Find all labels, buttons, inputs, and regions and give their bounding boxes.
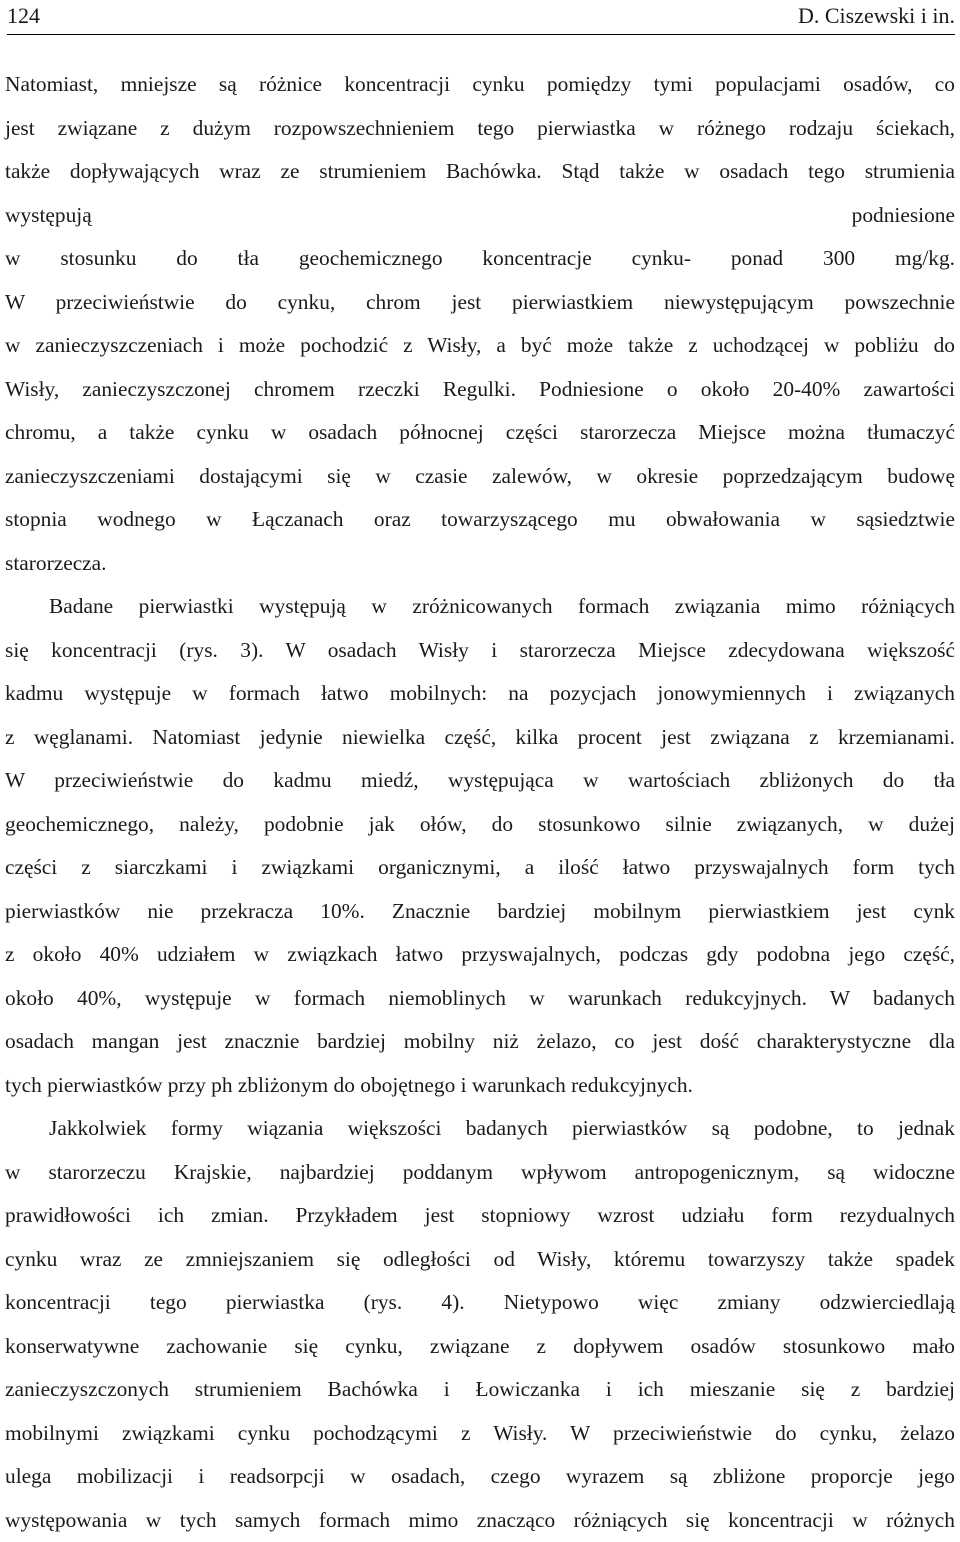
text-line: Badane pierwiastki występują w zróżnicowanych formach związania mimo różniących: [5, 585, 955, 629]
text-line: zanieczyszczeniami dostającymi się w czasie zalewów, w okresie poprzedzającym budowę: [5, 455, 955, 499]
running-header: [7, 0, 955, 35]
text-line: około 40%, występuje w formach niemoblinych w warunkach redukcyjnych. W badanych: [5, 977, 955, 1021]
text-line: z węglanami. Natomiast jedynie niewielka część, kilka procent jest związana z krzemianami.: [5, 716, 955, 760]
text-line: się koncentracji (rys. 3). W osadach Wisły i starorzecza Miejsce zdecydowana większość: [5, 629, 955, 673]
text-line: występują podniesione: [5, 194, 955, 238]
text-line: konserwatywne zachowanie się cynku, związane z dopływem osadów stosunkowo mało: [5, 1325, 955, 1369]
text-line: koncentracji tego pierwiastka (rys. 4). Nietypowo więc zmiany odzwierciedlają: [5, 1281, 955, 1325]
text-line: stopnia wodnego w Łączanach oraz towarzyszącego mu obwałowania w sąsiedztwie: [5, 498, 955, 542]
text-line: ulega mobilizacji i readsorpcji w osadach, czego wyrazem są zbliżone proporcje jego: [5, 1455, 955, 1499]
text-line: części z siarczkami i związkami organicznymi, a ilość łatwo przyswajalnych form tych: [5, 846, 955, 890]
text-line: osadach mangan jest znacznie bardziej mobilny niż żelazo, co jest dość charakterystyczne dla: [5, 1020, 955, 1064]
text-line: w starorzeczu Krajskie, najbardziej poddanym wpływom antropogenicznym, są widoczne: [5, 1151, 955, 1195]
text-line: zanieczyszczonych strumieniem Bachówka i Łowiczanka i ich mieszanie się z bardziej: [5, 1368, 955, 1412]
text-line: prawidłowości ich zmian. Przykładem jest stopniowy wzrost udziału form rezydualnych: [5, 1194, 955, 1238]
running-head-authors: D. Ciszewski i in.: [798, 0, 955, 32]
page-number: 124: [7, 0, 40, 32]
text-line: także dopływających wraz ze strumieniem Bachówka. Stąd także w osadach tego strumienia: [5, 150, 955, 194]
text-line: w stosunku do tła geochemicznego koncentracje cynku- ponad 300 mg/kg.: [5, 237, 955, 281]
text-line: geochemicznego, należy, podobnie jak ołów, do stosunkowo silnie związanych, w dużej: [5, 803, 955, 847]
body-text: [5, 63, 955, 1542]
text-line: chromu, a także cynku w osadach północnej części starorzecza Miejsce można tłumaczyć: [5, 411, 955, 455]
text-line: pierwiastków nie przekracza 10%. Znacznie bardziej mobilnym pierwiastkiem jest cynk: [5, 890, 955, 934]
text-line: Natomiast, mniejsze są różnice koncentracji cynku pomiędzy tymi populacjami osadów, co: [5, 63, 955, 107]
text-line: kadmu występuje w formach łatwo mobilnych: na pozycjach jonowymiennych i związanych: [5, 672, 955, 716]
text-line: jest związane z dużym rozpowszechnieniem tego pierwiastka w różnego rodzaju ściekach,: [5, 107, 955, 151]
text-line: z około 40% udziałem w związkach łatwo przyswajalnych, podczas gdy podobna jego część,: [5, 933, 955, 977]
text-line: starorzecza.: [5, 542, 955, 586]
text-line: występowania w tych samych formach mimo znacząco różniących się koncentracji w różnych: [5, 1499, 955, 1542]
text-line: W przeciwieństwie do kadmu miedź, występująca w wartościach zbliżonych do tła: [5, 759, 955, 803]
text-line: w zanieczyszczeniach i może pochodzić z Wisły, a być może także z uchodzącej w pobliżu do: [5, 324, 955, 368]
text-line: Wisły, zanieczyszczonej chromem rzeczki Regulki. Podniesione o około 20-40% zawartości: [5, 368, 955, 412]
text-line: cynku wraz ze zmniejszaniem się odległości od Wisły, któremu towarzyszy także spadek: [5, 1238, 955, 1282]
text-line: tych pierwiastków przy ph zbliżonym do obojętnego i warunkach redukcyjnych.: [5, 1064, 955, 1108]
text-line: W przeciwieństwie do cynku, chrom jest pierwiastkiem niewystępującym powszechnie: [5, 281, 955, 325]
text-line: mobilnymi związkami cynku pochodzącymi z Wisły. W przeciwieństwie do cynku, żelazo: [5, 1412, 955, 1456]
text-line: Jakkolwiek formy wiązania większości badanych pierwiastków są podobne, to jednak: [5, 1107, 955, 1151]
